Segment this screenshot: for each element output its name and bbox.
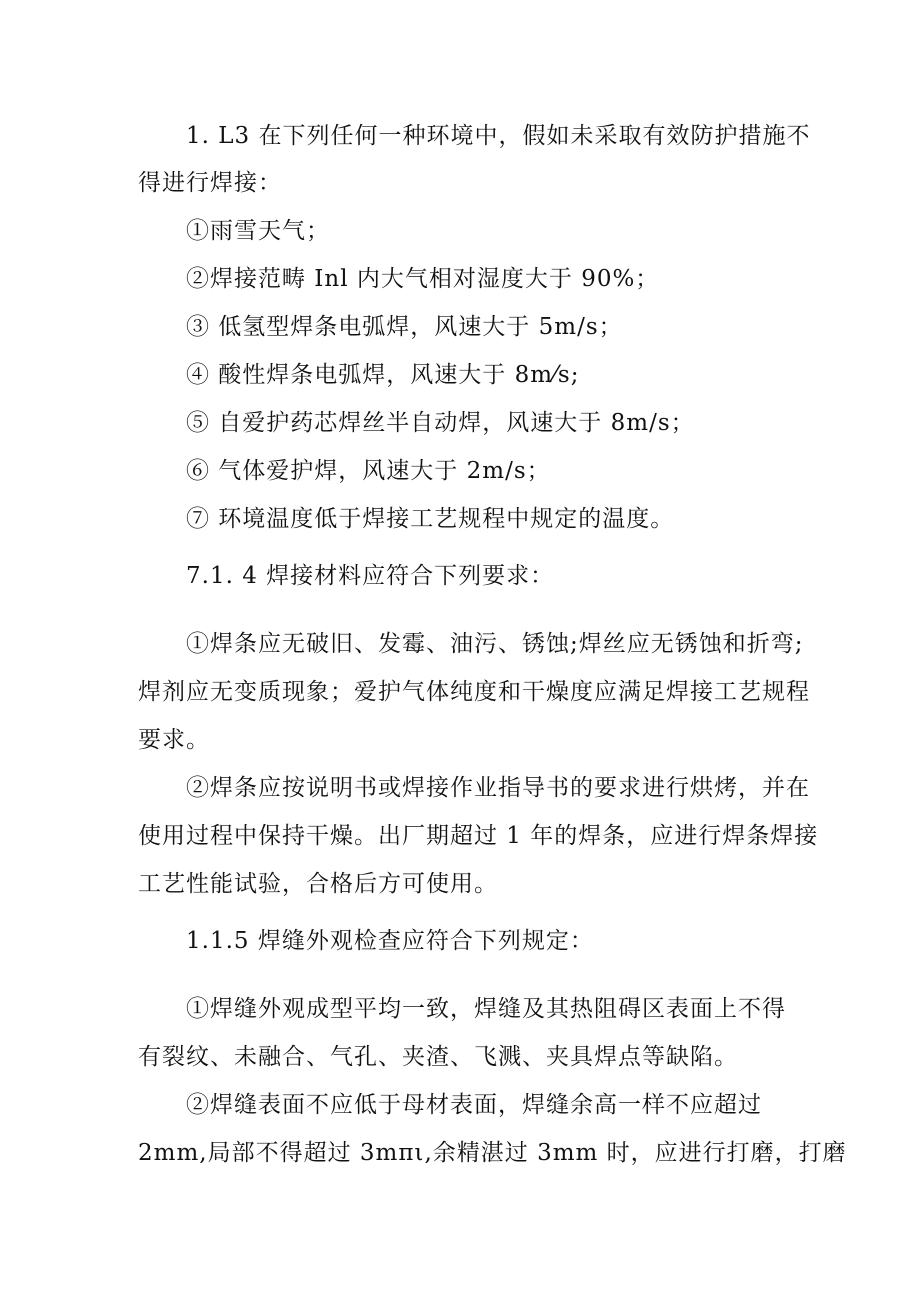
condition-item-6: ⑥ 气体爱护焊，风速大于 2m/s； bbox=[186, 458, 551, 484]
section-715-heading: 1.1.5 焊缝外观检查应符合下列规定： bbox=[186, 928, 594, 954]
section-715-para-2-line-2: 2mm,局部不得超过 3mπι,余精湛过 3mm 时，应进行打磨，打磨 bbox=[138, 1140, 847, 1166]
condition-item-1: ①雨雪天气； bbox=[186, 218, 330, 244]
section-714-para-1-line-2: 焊剂应无变质现象；爱护气体纯度和干燥度应满足焊接工艺规程 bbox=[138, 679, 810, 705]
section-715-para-2-line-1: ②焊缝表面不应低于母材表面，焊缝余高一样不应超过 bbox=[186, 1092, 762, 1118]
section-714-para-1-line-3: 要求。 bbox=[138, 727, 210, 753]
section-713-heading-line-1: 1. L3 在下列任何一种环境中，假如未采取有效防护措施不 bbox=[186, 123, 811, 149]
section-715-para-1-line-2: 有裂纹、未融合、气孔、夹渣、飞溅、夹具焊点等缺陷。 bbox=[138, 1044, 738, 1070]
section-714-para-2-line-1: ②焊条应按说明书或焊接作业指导书的要求进行烘烤，并在 bbox=[186, 775, 810, 801]
condition-item-7: ⑦ 环境温度低于焊接工艺规程中规定的温度。 bbox=[186, 506, 675, 532]
section-714-para-1-line-1: ①焊条应无破旧、发霉、油污、锈蚀;焊丝应无锈蚀和折弯; bbox=[186, 631, 804, 657]
section-714-para-2-line-2: 使用过程中保持干燥。出厂期超过 1 年的焊条，应进行焊条焊接 bbox=[138, 823, 819, 849]
condition-item-2: ②焊接范畴 Inl 内大气相对湿度大于 90%； bbox=[186, 266, 660, 292]
section-715-para-1-line-1: ①焊缝外观成型平均一致，焊缝及其热阻碍区表面上不得 bbox=[186, 996, 786, 1022]
section-713-heading-line-2: 得进行焊接： bbox=[138, 170, 282, 196]
condition-item-5: ⑤ 自爱护药芯焊丝半自动焊，风速大于 8m/s； bbox=[186, 410, 695, 436]
section-714-para-2-line-3: 工艺性能试验，合格后方可使用。 bbox=[138, 871, 498, 897]
condition-item-3: ③ 低氢型焊条电弧焊，风速大于 5m/s； bbox=[186, 314, 623, 340]
section-714-heading: 7.1. 4 焊接材料应符合下列要求： bbox=[186, 563, 555, 589]
condition-item-4: ④ 酸性焊条电弧焊，风速大于 8m⁄s; bbox=[186, 362, 580, 388]
